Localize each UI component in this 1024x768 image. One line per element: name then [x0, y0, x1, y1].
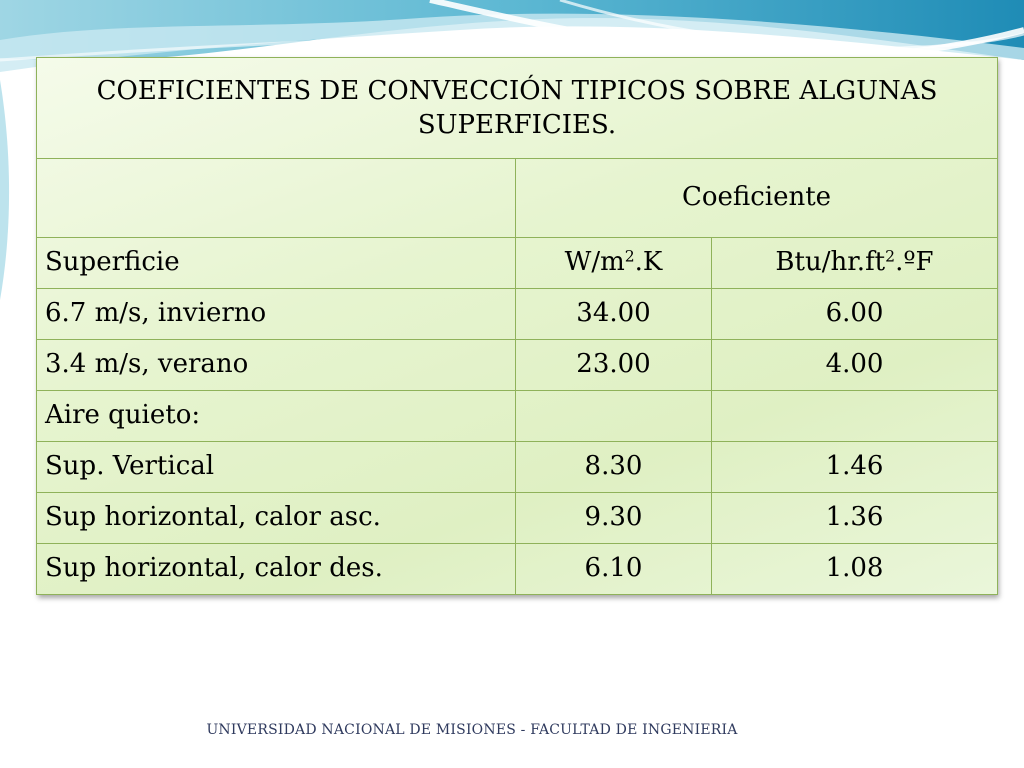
cell-btu-value: 1.46 [712, 442, 998, 493]
table-row [37, 289, 998, 340]
table-title: COEFICIENTES DE CONVECCIÓN TIPICOS SOBRE ALGUNAS SUPERFICIES. [37, 58, 998, 159]
cell-w-value: 34.00 [516, 289, 712, 340]
column-header-row [37, 238, 998, 289]
header-w-base: W/m [564, 247, 625, 278]
empty-header-cell [37, 159, 516, 238]
cell-w-value: 9.30 [516, 493, 712, 544]
coefficient-group-header: Coeficiente [516, 159, 998, 238]
cell-w-value: 23.00 [516, 340, 712, 391]
cell-btu-value: 1.36 [712, 493, 998, 544]
table-row [37, 391, 998, 442]
table-row [37, 442, 998, 493]
cell-btu-value: 6.00 [712, 289, 998, 340]
table-row [37, 544, 998, 595]
table-row [37, 493, 998, 544]
cell-surface: Sup horizontal, calor des. [37, 544, 516, 595]
cell-w-value: 6.10 [516, 544, 712, 595]
header-btu-sup: 2 [885, 247, 896, 266]
coefficients-table [36, 57, 998, 595]
header-w-sup: 2 [624, 247, 635, 266]
cell-btu-value [712, 391, 998, 442]
cell-btu-value: 4.00 [712, 340, 998, 391]
cell-surface: Sup horizontal, calor asc. [37, 493, 516, 544]
header-surface: Superficie [37, 238, 516, 289]
coefficients-table-container [36, 57, 997, 595]
cell-surface: 6.7 m/s, invierno [37, 289, 516, 340]
table-row [37, 340, 998, 391]
cell-w-value [516, 391, 712, 442]
header-btu [712, 238, 998, 289]
cell-surface: 3.4 m/s, verano [37, 340, 516, 391]
cell-w-value: 8.30 [516, 442, 712, 493]
header-w-per-m2k [516, 238, 712, 289]
cell-surface: Sup. Vertical [37, 442, 516, 493]
table-title-row [37, 58, 998, 159]
group-header-row [37, 159, 998, 238]
header-w-tail: .K [634, 247, 663, 278]
cell-btu-value: 1.08 [712, 544, 998, 595]
header-btu-tail: .ºF [895, 247, 934, 278]
header-btu-base: Btu/hr.ft [775, 247, 886, 278]
slide-footer: UNIVERSIDAD NACIONAL DE MISIONES - FACULTAD DE INGENIERIA [206, 722, 738, 738]
cell-surface: Aire quieto: [37, 391, 516, 442]
